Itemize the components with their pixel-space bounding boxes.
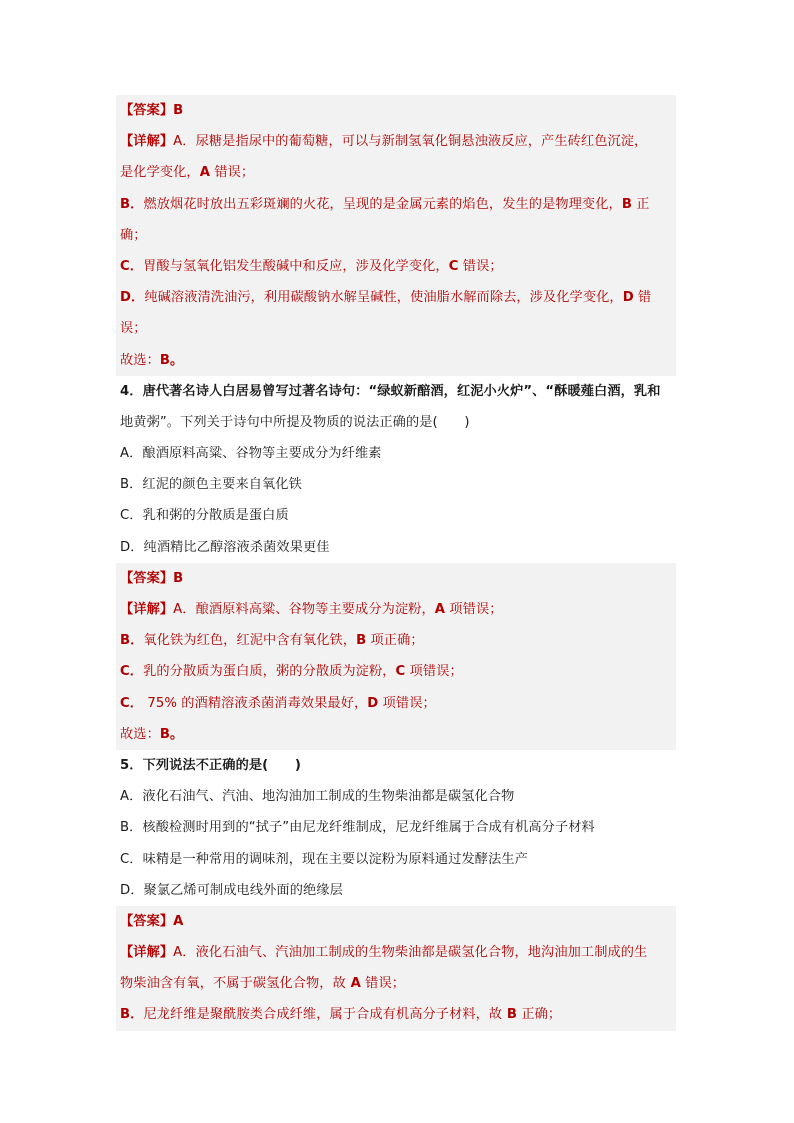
option-b: B．红泥的颜色主要来自氧化铁 — [120, 477, 302, 493]
answer-block-3 — [116, 95, 676, 376]
option-d: D．纯酒精比乙醇溶液杀菌效果更佳 — [120, 539, 330, 555]
document-page — [116, 95, 676, 1031]
explain-line: C．乳的分散质为蛋白质，粥的分散质为淀粉，C 项错误； — [120, 664, 463, 680]
question-stem: 4．唐代著名诗人白居易曾写过著名诗句：“绿蚁新醅酒，红泥小火炉”、“酥暖薤白酒，乳和 — [120, 383, 661, 399]
answer-block-5 — [116, 906, 676, 1031]
question-5 — [116, 750, 676, 906]
question-4 — [116, 376, 676, 563]
explain-line: 确； — [120, 227, 147, 243]
option-c: C．味精是一种常用的调味剂，现在主要以淀粉为原料通过发酵法生产 — [120, 851, 528, 867]
explain-line: 物柴油含有氧，不属于碳氢化合物，故 A 错误； — [120, 976, 406, 992]
question-stem: 5．下列说法不正确的是( ) — [120, 757, 301, 773]
explain-line: 是化学变化，A 错误； — [120, 165, 255, 181]
explain-line: B．尼龙纤维是聚酰胺类合成纤维，属于合成有机高分子材料，故 B 正确； — [120, 1007, 562, 1023]
option-c: C．乳和粥的分散质是蛋白质 — [120, 508, 289, 524]
option-a: A．液化石油气、汽油、地沟油加工制成的生物柴油都是碳氢化合物 — [120, 789, 515, 805]
answer-line: 【答案】A — [120, 913, 184, 929]
explain-line: 【详解】A．液化石油气、汽油加工制成的生物柴油都是碳氢化合物，地沟油加工制成的生 — [120, 945, 648, 961]
explain-line: 【详解】A．酿酒原料高粱、谷物等主要成分为淀粉，A 项错误； — [120, 602, 503, 617]
answer-tag: 【答案】 — [120, 103, 174, 118]
conclusion-line: 故选：B。 — [120, 726, 184, 742]
explain-line: C． 75% 的酒精溶液杀菌消毒效果最好，D 项错误； — [120, 695, 436, 711]
explain-line: B．氧化铁为红色，红泥中含有氧化铁，B 项正确； — [120, 633, 424, 649]
answer-block-4 — [116, 563, 676, 750]
answer-line — [120, 95, 676, 126]
explain-line: B．燃放烟花时放出五彩斑斓的火花，呈现的是金属元素的焰色，发生的是物理变化，B 正 — [120, 196, 650, 212]
option-a: A．酿酒原料高粱、谷物等主要成分为纤维素 — [120, 446, 382, 462]
explain-line: 误； — [120, 321, 147, 337]
answer-value: B — [173, 103, 184, 118]
question-stem: 地黄粥”。下列关于诗句中所提及物质的说法正确的是( ) — [120, 414, 470, 430]
answer-line: 【答案】B — [120, 570, 184, 586]
option-d: D．聚氯乙烯可制成电线外面的绝缘层 — [120, 882, 343, 898]
explain-line: D．纯碱溶液清洗油污，利用碳酸钠水解呈碱性，使油脂水解而除去，涉及化学变化，D 错 — [120, 290, 652, 306]
conclusion-line: 故选：B。 — [120, 352, 184, 368]
option-b: B．核酸检测时用到的“拭子”由尼龙纤维制成，尼龙纤维属于合成有机高分子材料 — [120, 820, 595, 836]
explain-line: 【详解】A．尿糖是指尿中的葡萄糖，可以与新制氢氧化铜悬浊液反应，产生砖红色沉淀， — [120, 134, 648, 150]
explain-line: C．胃酸与氢氧化铝发生酸碱中和反应，涉及化学变化，C 错误； — [120, 258, 503, 274]
explain-tag: 【详解】 — [120, 134, 174, 150]
